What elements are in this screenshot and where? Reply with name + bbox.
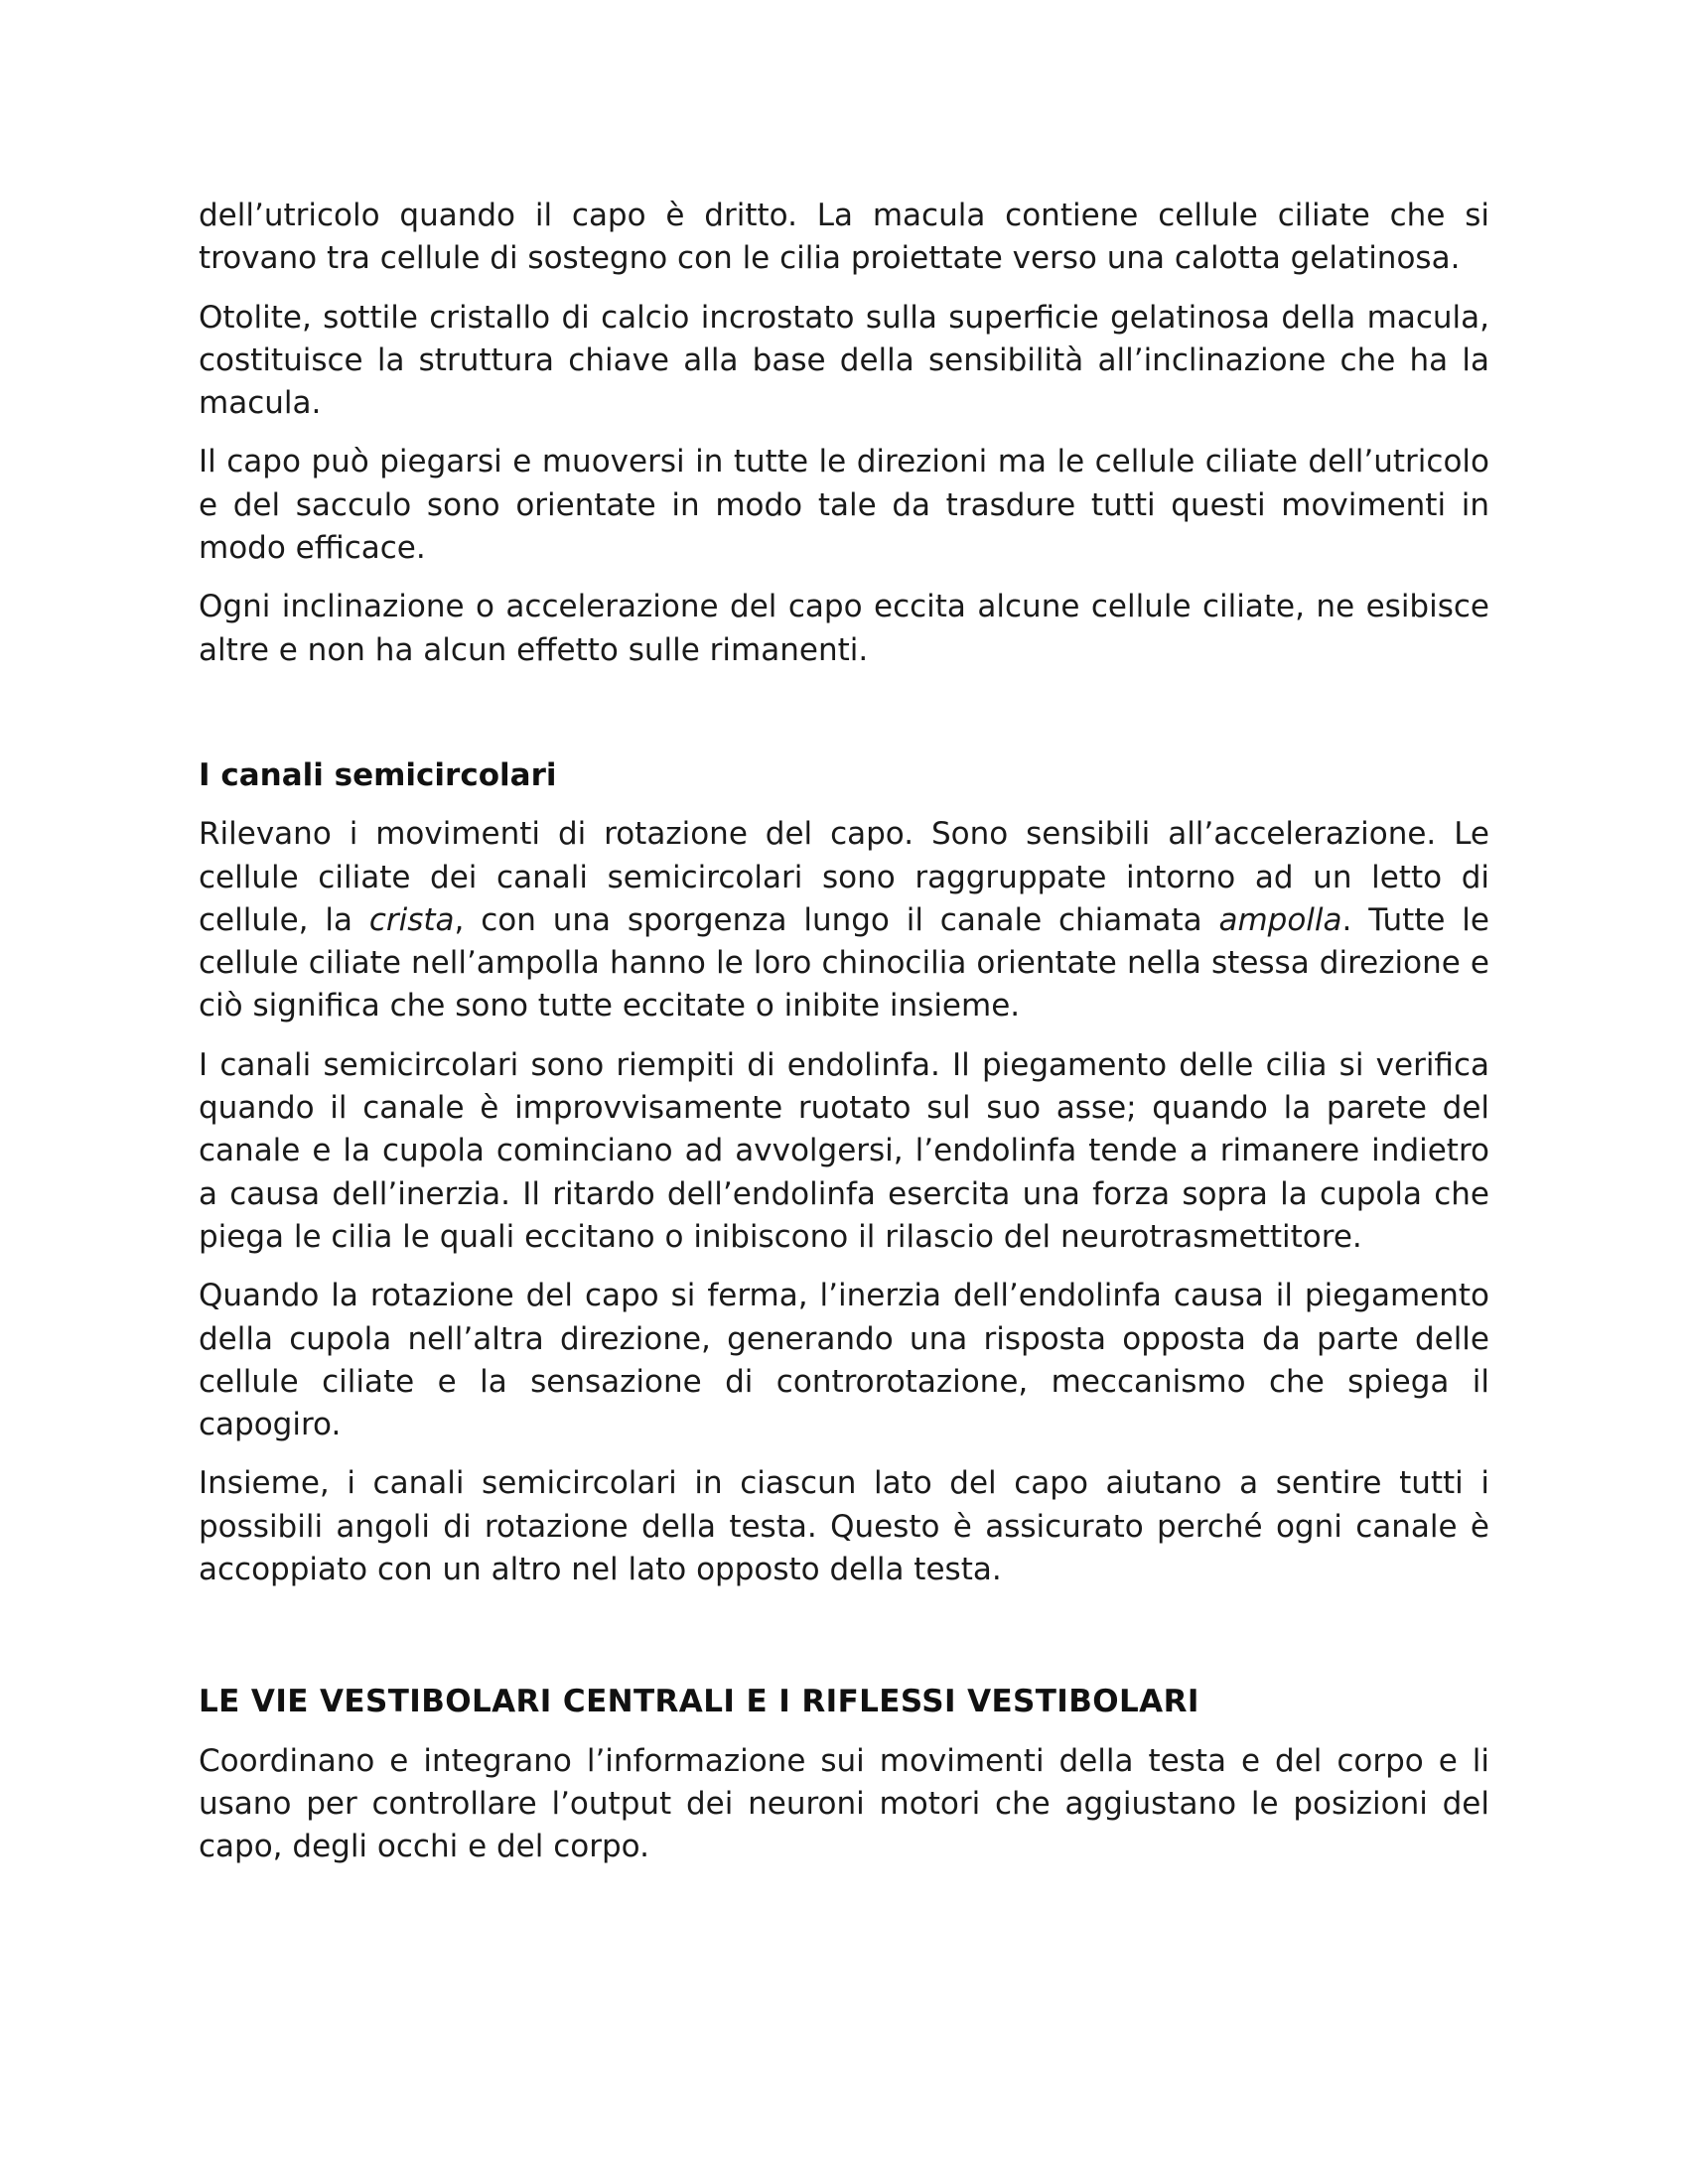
section-heading-canali: I canali semicircolari	[199, 756, 557, 793]
term-crista: crista	[368, 901, 455, 938]
canali-p1-text-c: . Tutte le cellule ciliate nell’ampolla hanno le loro chinocilia orientate nella stessa direzione e ciò significa che sono tutte eccitate o inibite insieme.	[199, 901, 1489, 1024]
canali-paragraph-4: Insieme, i canali semicircolari in ciascun lato del capo aiutano a sentire tutti i possibili angoli di rotazione della testa. Questo è assicurato perché ogni canale è accoppiato con un altro nel lato opposto della testa.	[199, 1465, 1489, 1588]
vie-paragraph-1: Coordinano e integrano l’informazione sui movimenti della testa e del corpo e li usano per controllare l’output dei neuroni motori che aggiustano le posizioni del capo, degli occhi e del corpo.	[199, 1742, 1489, 1865]
document-page	[199, 195, 1489, 1885]
section-heading-vie-vestibolari: LE VIE VESTIBOLARI CENTRALI E I RIFLESSI VESTIBOLARI	[199, 1684, 1199, 1720]
intro-paragraph-1: dell’utricolo quando il capo è dritto. La macula contiene cellule ciliate che si trovano tra cellule di sostegno con le cilia proiettate verso una calotta gelatinosa.	[199, 198, 1489, 277]
canali-p1-text-b: , con una sporgenza lungo il canale chiamata	[454, 901, 1219, 938]
intro-paragraph-4: Ogni inclinazione o accelerazione del capo eccita alcune cellule ciliate, ne esibisce altre e non ha alcun effetto sulle rimanenti.	[199, 589, 1489, 668]
canali-paragraph-1	[199, 813, 1489, 1027]
canali-paragraph-3: Quando la rotazione del capo si ferma, l’inerzia dell’endolinfa causa il piegamento della cupola nell’altra direzione, generando una risposta opposta da parte delle cellule ciliate e la sensazione di controrotazione, meccanismo che spiega il capogiro.	[199, 1278, 1489, 1443]
term-ampolla: ampolla	[1218, 901, 1342, 938]
intro-paragraph-3: Il capo può piegarsi e muoversi in tutte le direzioni ma le cellule ciliate dell’utricolo e del sacculo sono orientate in modo tale da trasdure tutti questi movimenti in modo efficace.	[199, 444, 1489, 567]
intro-paragraph-2: Otolite, sottile cristallo di calcio incrostato sulla superficie gelatinosa della macula, costituisce la struttura chiave alla base della sensibilità all’inclinazione che ha la macula.	[199, 299, 1489, 422]
canali-paragraph-2: I canali semicircolari sono riempiti di endolinfa. Il piegamento delle cilia si verifica quando il canale è improvvisamente ruotato sul suo asse; quando la parete del canale e la cupola cominciano ad avvolgersi, l’endolinfa tende a rimanere indietro a causa dell’inerzia. Il ritardo dell’endolinfa esercita una forza sopra la cupola che piega le cilia le quali eccitano o inibiscono il rilascio del neurotrasmettitore.	[199, 1046, 1489, 1255]
canali-p1-text-a: Rilevano i movimenti di rotazione del capo. Sono sensibili all’accelerazione. Le cellule ciliate dei canali semicircolari sono raggruppate intorno ad un letto di cellule, la	[199, 816, 1489, 938]
